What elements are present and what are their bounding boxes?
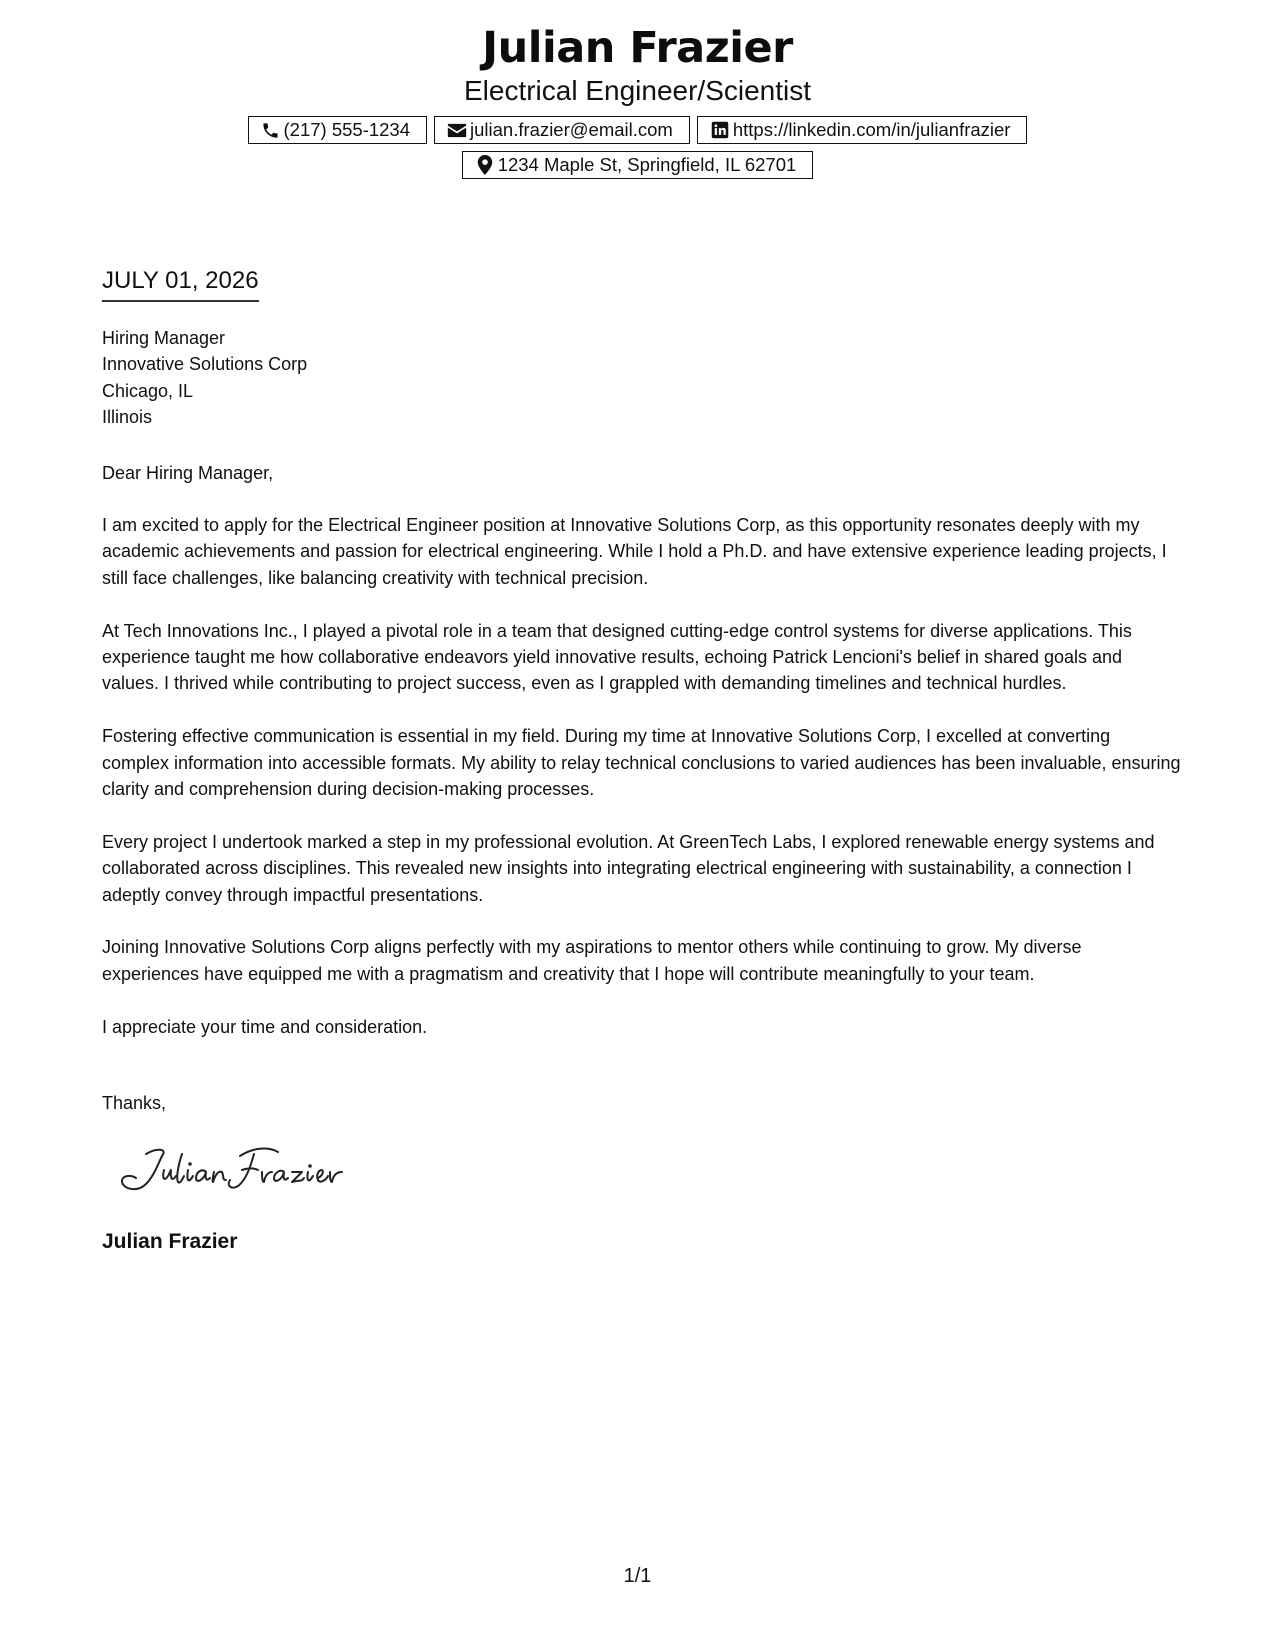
letter-date-block xyxy=(102,266,259,302)
email-contact[interactable] xyxy=(434,116,690,144)
map-marker-icon xyxy=(475,155,495,175)
body-paragraph: I am excited to apply for the Electrical Engineer position at Innovative Solutions Corp, as this opportunity resonates deeply with my academic achievements and passion for electrical engineering. While I hold a Ph.D. and have extensive experience leading projects, I still face challenges, like balancing creativity with technical precision. xyxy=(102,515,1167,588)
contact-row xyxy=(0,116,1275,144)
address-row xyxy=(0,151,1275,179)
address-text: 1234 Maple St, Springfield, IL 62701 xyxy=(497,154,797,175)
signer-name: Julian Frazier xyxy=(102,1230,238,1253)
recipient-line: Innovative Solutions Corp xyxy=(102,354,308,375)
page-number: 1/1 xyxy=(623,1565,652,1587)
recipient-line: Illinois xyxy=(102,406,153,427)
linkedin-icon xyxy=(710,120,730,140)
closing: Thanks, xyxy=(102,1093,167,1113)
recipient-address xyxy=(102,325,307,430)
email-text: julian.frazier@email.com xyxy=(470,119,673,140)
recipient-line: Chicago, IL xyxy=(102,380,194,401)
linkedin-contact[interactable] xyxy=(697,116,1028,144)
salutation: Dear Hiring Manager, xyxy=(102,463,274,483)
letter-date: JULY 01, 2026 xyxy=(102,266,259,302)
letter-header xyxy=(0,22,1275,179)
phone-icon xyxy=(261,120,281,140)
letter-body xyxy=(102,512,1182,1066)
phone-text: (217) 555-1234 xyxy=(283,119,411,140)
address-contact xyxy=(462,151,814,179)
body-paragraph: Joining Innovative Solutions Corp aligns perfectly with my aspirations to mentor others while continuing to grow. My diverse experiences have equipped me with a pragmatism and creativity that I hope will contribute meaningfully to your team. xyxy=(102,937,1082,984)
recipient-line: Hiring Manager xyxy=(102,328,226,348)
linkedin-text: https://linkedin.com/in/julianfrazier xyxy=(732,119,1011,140)
body-paragraph: Fostering effective communication is essential in my field. During my time at Innovative Solutions Corp, I excelled at converting complex information into accessible formats. My ability to relay technical conclusions to varied audiences has been invaluable, ensuring clarity and comprehension during decision-making processes. xyxy=(102,726,1181,800)
envelope-icon xyxy=(447,120,467,140)
handwritten-signature xyxy=(116,1140,356,1200)
body-paragraph: I appreciate your time and consideration. xyxy=(102,1016,428,1037)
phone-contact xyxy=(248,116,428,144)
body-paragraph: Every project I undertook marked a step in my professional evolution. At GreenTech Labs, I explored renewable energy systems and collaborated across disciplines. This revealed new insights into integrating electrical engineering with sustainability, a connection I adeptly convey through impactful presentations. xyxy=(102,831,1155,905)
applicant-title: Electrical Engineer/Scientist xyxy=(463,75,812,106)
body-paragraph: At Tech Innovations Inc., I played a pivotal role in a team that designed cutting-edge control systems for diverse applications. This experience taught me how collaborative endeavors yield innovative results, echoing Patrick Lencioni's belief in shared goals and values. I thrived while contributing to project success, even as I grappled with demanding timelines and technical hurdles. xyxy=(102,620,1132,694)
applicant-name: Julian Frazier xyxy=(482,23,793,73)
